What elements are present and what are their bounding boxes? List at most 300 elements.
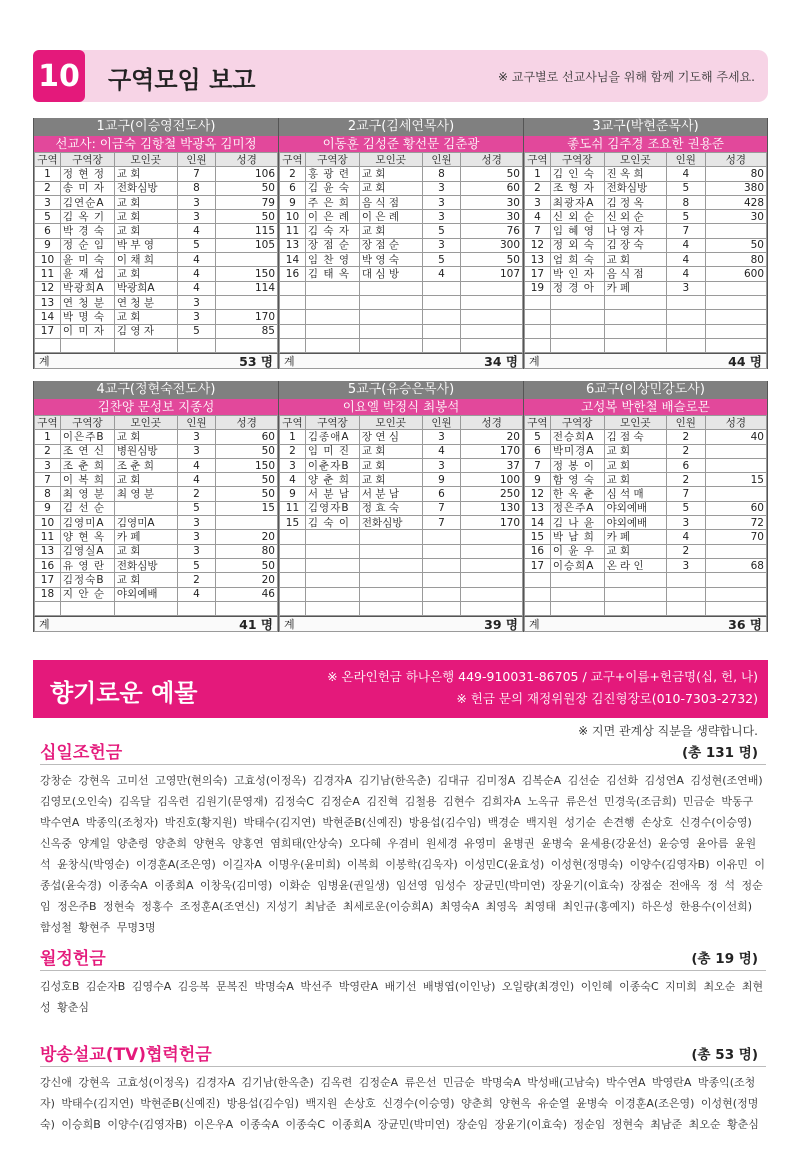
total-label: 계 (284, 618, 295, 632)
table-cell (216, 253, 278, 267)
total-label: 계 (284, 355, 295, 369)
district-missionaries: 이요엘 박정식 최봉석 (279, 399, 523, 415)
column-header: 구역장 (305, 153, 359, 167)
table-cell: 50 (461, 167, 523, 181)
table-cell: 13 (35, 295, 61, 309)
table-row (525, 530, 767, 544)
table-row (280, 458, 523, 472)
table-cell: 정 외 숙 (550, 238, 604, 252)
table-cell: 80 (216, 544, 278, 558)
table-cell: 5 (177, 558, 216, 572)
empty-cell (461, 324, 523, 338)
table-row (525, 444, 767, 458)
table-row (525, 167, 767, 181)
empty-cell (550, 324, 604, 338)
table-cell: 장 점 순 (359, 238, 422, 252)
district-missionaries: 선교사: 이금숙 김항철 박광옥 김미정 (34, 136, 278, 152)
table-row (35, 324, 278, 338)
column-header: 인원 (177, 416, 216, 430)
table-row (35, 587, 278, 601)
table-cell: 3 (177, 430, 216, 444)
table-row (35, 210, 278, 224)
table-cell: 이승희A (550, 558, 604, 572)
table-cell: 교 회 (604, 444, 666, 458)
table-cell: 7 (422, 501, 461, 515)
table-cell: 6 (666, 458, 705, 472)
district-total-row (524, 616, 767, 632)
table-cell (705, 281, 766, 295)
empty-cell (422, 324, 461, 338)
table-cell: 7 (666, 224, 705, 238)
table-cell: 17 (35, 573, 61, 587)
table-cell: 50 (705, 238, 766, 252)
table-cell: 야외예배 (604, 501, 666, 515)
table-cell: 6 (525, 444, 551, 458)
table-cell: 30 (461, 195, 523, 209)
table-cell: 김 태 옥 (305, 267, 359, 281)
table-cell: 이춘자B (305, 458, 359, 472)
table-cell: 카 페 (604, 530, 666, 544)
empty-cell (280, 310, 306, 324)
empty-cell (604, 324, 666, 338)
empty-cell (280, 573, 306, 587)
table-cell: 150 (216, 458, 278, 472)
table-cell: 106 (216, 167, 278, 181)
table-cell: 7 (525, 224, 551, 238)
table-cell: 김 나 윤 (550, 516, 604, 530)
table-cell: 20 (216, 573, 278, 587)
empty-cell (280, 544, 306, 558)
district-missionaries: 이동훈 김성준 황선문 김춘광 (279, 136, 523, 152)
column-header: 구역 (35, 416, 61, 430)
table-row (35, 181, 278, 195)
district-5-report (278, 381, 523, 632)
empty-cell (666, 587, 705, 601)
table-cell: 엄 희 숙 (550, 253, 604, 267)
table-row (35, 267, 278, 281)
table-row (280, 195, 523, 209)
empty-cell (422, 558, 461, 572)
empty-cell (305, 587, 359, 601)
table-cell: 1 (35, 430, 61, 444)
table-cell (705, 224, 766, 238)
table-cell: 나 영 자 (604, 224, 666, 238)
table-cell: 이 복 희 (60, 473, 114, 487)
column-header: 성경 (705, 153, 766, 167)
table-cell: 음 식 점 (359, 195, 422, 209)
table-cell: 4 (177, 224, 216, 238)
table-cell: 4 (666, 253, 705, 267)
table-cell: 조 형 자 (550, 181, 604, 195)
table-cell: 박 명 숙 (60, 310, 114, 324)
table-cell: 20 (216, 530, 278, 544)
table-cell: 13 (525, 501, 551, 515)
table-cell: 17 (35, 324, 61, 338)
empty-cell (216, 601, 278, 615)
table-cell: 13 (35, 544, 61, 558)
table-cell: 교 회 (359, 167, 422, 181)
table-cell: 4 (177, 267, 216, 281)
table-cell: 85 (216, 324, 278, 338)
empty-cell (422, 338, 461, 352)
table-cell (705, 458, 766, 472)
table-cell: 50 (216, 210, 278, 224)
empty-cell (305, 573, 359, 587)
table-cell: 6 (280, 181, 306, 195)
district-total-row (34, 616, 278, 632)
column-header: 구역장 (550, 153, 604, 167)
table-cell: 교 회 (114, 195, 177, 209)
table-cell: 김 숙 자 (305, 224, 359, 238)
table-cell: 정은주A (550, 501, 604, 515)
table-cell: 18 (35, 587, 61, 601)
broadcast-title: 방송설교(TV)협력헌금 (40, 1045, 212, 1065)
table-row (35, 601, 278, 615)
district-total: 39 명 (484, 617, 518, 633)
table-cell: 8 (666, 195, 705, 209)
table-cell: 최 영 분 (114, 487, 177, 501)
table-cell: 10 (35, 253, 61, 267)
table-cell: 5 (177, 238, 216, 252)
table-cell: 김연순A (60, 195, 114, 209)
empty-cell (216, 338, 278, 352)
table-cell: 이 채 희 (114, 253, 177, 267)
table-cell: 4 (177, 458, 216, 472)
table-row (280, 501, 523, 515)
table-cell: 김영미A (114, 516, 177, 530)
table-cell: 10 (280, 210, 306, 224)
empty-cell (550, 601, 604, 615)
table-cell: 2 (35, 444, 61, 458)
table-row (35, 238, 278, 252)
table-cell: 김 숙 이 (305, 516, 359, 530)
table-cell: 130 (461, 501, 523, 515)
table-cell: 12 (525, 238, 551, 252)
table-cell: 600 (705, 267, 766, 281)
district-4-report (33, 381, 278, 632)
table-cell: 박 영 숙 (359, 253, 422, 267)
table-cell: 2 (666, 473, 705, 487)
table-cell: 임 미 진 (305, 444, 359, 458)
offering-info (327, 666, 758, 710)
table-row (280, 487, 523, 501)
table-cell: 교 회 (604, 544, 666, 558)
table-row (525, 516, 767, 530)
district-title: 2교구(김세연목사) (279, 118, 523, 136)
district-3-report (523, 118, 768, 369)
table-cell: 온 라 인 (604, 558, 666, 572)
table-cell: 정 봉 이 (550, 458, 604, 472)
table-row (525, 430, 767, 444)
empty-cell (705, 338, 766, 352)
table-cell: 15 (280, 516, 306, 530)
table-row (280, 167, 523, 181)
table-cell: 14 (525, 516, 551, 530)
table-cell (705, 444, 766, 458)
table-cell: 1 (280, 430, 306, 444)
tithe-names: 강창순 강현옥 고미선 고영만(현의숙) 고효성(이정옥) 김경자A 김기남(한옥춘) 김대규 김미정A 김복순A 김선순 김선화 김성연A 김성현(조연배) 김영모(오인숙) 김옥달 김옥련 김원기(문영재) 김정숙C 김정순A 김진혁 김철용 김현수 김희자A 노옥규 류은선 민경욱(조금희) 민금순 박동구 박수연A 박종익(조청자) 박진호(황지원) 박태수(김지연) 박현준B(신예진) 방용섭(김수임) 백경순 백지원 성기순 손견행 손상호 신경수(이승영) 신옥중 양계일 양춘령 양춘희 양현옥 양홍연 염희태(안상숙) 오다혜 우겸비 원세경 유영미 윤병권 윤병숙 윤세용(강윤선) 윤승영 윤아름 윤원석 윤창식(박영순) 이경훈A(조은영) 이길자A 이명우(윤미희) 이복희 이봉학(김욱자) 이성민C(윤효성) 이성현(정명숙) 이양수(김영자B) 이유민 이종섭(윤숙경) 이종숙A 이종희A 이창욱(김미영) 이화순 임병윤(권일생) 임선영 임성수 장균민(박미연) 장윤기(이효숙) 장점순 전애옥 정 석 정순임 정은주B 정현숙 정홍수 조정훈A(조연신) 지성기 최남준 최세로운(이승희A) 최영숙A 최영옥 최영태 최인규(홍예지) 하은성 한용수(이선희) 함성철 황현주 무명3명 (40, 774, 765, 934)
empty-cell (604, 295, 666, 309)
prayer-note: ※ 교구별로 선교사님을 위해 함께 기도해 주세요. (497, 70, 755, 84)
table-cell: 150 (216, 267, 278, 281)
table-cell: 50 (216, 181, 278, 195)
table-cell: 김영실A (60, 544, 114, 558)
table-cell: 김 윤 숙 (305, 181, 359, 195)
table-cell: 5 (666, 210, 705, 224)
table-row (280, 210, 523, 224)
table-row (280, 324, 523, 338)
table-cell: 교 회 (359, 444, 422, 458)
table-header-row (525, 153, 767, 167)
column-header: 모인곳 (359, 153, 422, 167)
table-cell: 4 (177, 281, 216, 295)
table-cell: 병원심방 (114, 444, 177, 458)
table-row (35, 516, 278, 530)
table-cell: 100 (461, 473, 523, 487)
table-cell: 윤 미 숙 (60, 253, 114, 267)
table-cell: 50 (216, 444, 278, 458)
table-cell: 1 (525, 167, 551, 181)
table-cell: 4 (177, 253, 216, 267)
table-cell: 12 (35, 281, 61, 295)
empty-cell (666, 601, 705, 615)
empty-cell (705, 587, 766, 601)
table-cell: 4 (666, 238, 705, 252)
table-cell: 5 (177, 324, 216, 338)
empty-cell (666, 573, 705, 587)
table-row (280, 544, 523, 558)
table-cell: 11 (280, 501, 306, 515)
table-cell: 20 (461, 430, 523, 444)
empty-cell (177, 338, 216, 352)
table-cell: 4 (666, 167, 705, 181)
table-cell: 카 페 (114, 530, 177, 544)
table-cell: 2 (666, 430, 705, 444)
district-table (524, 152, 767, 353)
table-row (35, 167, 278, 181)
table-cell: 양 춘 희 (305, 473, 359, 487)
table-row (280, 295, 523, 309)
table-row (280, 181, 523, 195)
table-row (35, 224, 278, 238)
table-cell: 김정숙B (60, 573, 114, 587)
table-cell: 박 남 희 (550, 530, 604, 544)
table-cell: 교 회 (114, 167, 177, 181)
table-cell: 79 (216, 195, 278, 209)
empty-cell (604, 587, 666, 601)
empty-cell (461, 587, 523, 601)
empty-cell (705, 310, 766, 324)
empty-cell (525, 338, 551, 352)
table-row (525, 281, 767, 295)
table-row (280, 281, 523, 295)
table-row (280, 310, 523, 324)
empty-cell (359, 310, 422, 324)
table-cell: 홍 광 련 (305, 167, 359, 181)
table-cell: 16 (280, 267, 306, 281)
empty-cell (525, 310, 551, 324)
empty-cell (525, 587, 551, 601)
total-label: 계 (39, 355, 50, 369)
district-table (279, 415, 523, 616)
table-cell: 9 (35, 501, 61, 515)
table-cell: 3 (177, 295, 216, 309)
table-cell: 전화심방 (114, 558, 177, 572)
table-cell: 4 (422, 267, 461, 281)
table-cell: 7 (422, 516, 461, 530)
table-row (280, 473, 523, 487)
table-cell: 4 (666, 267, 705, 281)
table-row (35, 281, 278, 295)
district-table (524, 415, 767, 616)
column-header: 인원 (666, 416, 705, 430)
table-cell: 임 혜 영 (550, 224, 604, 238)
column-header: 모인곳 (604, 153, 666, 167)
table-cell: 교 회 (114, 210, 177, 224)
table-cell: 교 회 (114, 267, 177, 281)
table-cell: 박미경A (550, 444, 604, 458)
table-cell: 교 회 (114, 473, 177, 487)
table-cell: 170 (461, 444, 523, 458)
empty-cell (359, 295, 422, 309)
table-cell: 4 (177, 587, 216, 601)
column-header: 모인곳 (604, 416, 666, 430)
tithe-divider (40, 764, 766, 765)
table-row (280, 267, 523, 281)
empty-cell (177, 601, 216, 615)
district-1-report (33, 118, 278, 369)
district-total-row (524, 353, 767, 369)
table-cell: 5 (35, 210, 61, 224)
table-row (525, 324, 767, 338)
table-header-row (280, 416, 523, 430)
table-cell: 115 (216, 224, 278, 238)
table-row (525, 238, 767, 252)
table-cell: 13 (280, 238, 306, 252)
table-cell: 교 회 (114, 224, 177, 238)
table-cell: 50 (216, 487, 278, 501)
column-header: 모인곳 (114, 153, 177, 167)
table-cell: 8 (177, 181, 216, 195)
column-header: 구역장 (550, 416, 604, 430)
table-row (280, 601, 523, 615)
empty-cell (461, 558, 523, 572)
empty-cell (461, 601, 523, 615)
district-table (34, 415, 278, 616)
table-cell: 3 (177, 310, 216, 324)
empty-cell (280, 324, 306, 338)
table-cell: 장 점 순 (305, 238, 359, 252)
table-cell: 7 (177, 167, 216, 181)
empty-cell (305, 544, 359, 558)
table-row (35, 558, 278, 572)
table-row (280, 238, 523, 252)
table-header-row (280, 153, 523, 167)
table-cell: 3 (177, 544, 216, 558)
column-header: 구역장 (60, 416, 114, 430)
table-cell: 3 (422, 195, 461, 209)
table-header-row (525, 416, 767, 430)
column-header: 구역 (525, 153, 551, 167)
empty-cell (359, 587, 422, 601)
table-row (35, 338, 278, 352)
total-label: 계 (529, 618, 540, 632)
table-cell: 300 (461, 238, 523, 252)
table-row (35, 530, 278, 544)
table-cell: 신 외 순 (604, 210, 666, 224)
table-cell: 박 부 영 (114, 238, 177, 252)
table-cell: 김영미A (60, 516, 114, 530)
empty-cell (525, 324, 551, 338)
empty-cell (422, 310, 461, 324)
table-cell: 5 (666, 181, 705, 195)
empty-cell (280, 530, 306, 544)
table-header-row (35, 153, 278, 167)
table-cell: 전승희A (550, 430, 604, 444)
table-cell: 연 청 분 (114, 295, 177, 309)
table-cell: 9 (280, 487, 306, 501)
empty-cell (461, 338, 523, 352)
empty-cell (359, 281, 422, 295)
table-cell: 76 (461, 224, 523, 238)
table-cell (216, 295, 278, 309)
table-cell: 50 (461, 253, 523, 267)
table-row (525, 473, 767, 487)
empty-cell (705, 601, 766, 615)
table-cell: 3 (422, 430, 461, 444)
empty-cell (305, 324, 359, 338)
table-cell: 교 회 (114, 544, 177, 558)
table-cell: 조 연 신 (60, 444, 114, 458)
district-title: 5교구(유승은목사) (279, 381, 523, 399)
table-cell: 11 (35, 267, 61, 281)
column-header: 성경 (461, 153, 523, 167)
empty-cell (422, 295, 461, 309)
table-cell: 음 식 점 (604, 267, 666, 281)
table-cell: 박광희A (60, 281, 114, 295)
offering-title: 향기로운 예물 (50, 678, 198, 707)
table-cell: 김 인 숙 (550, 167, 604, 181)
table-cell: 170 (461, 516, 523, 530)
empty-cell (305, 281, 359, 295)
district-2-report (278, 118, 523, 369)
table-cell: 2 (177, 573, 216, 587)
monthly-count: (총 19 명) (691, 951, 758, 967)
empty-cell (280, 281, 306, 295)
table-cell: 신 외 순 (550, 210, 604, 224)
table-cell: 80 (705, 167, 766, 181)
table-row (35, 430, 278, 444)
table-cell: 전화심방 (114, 181, 177, 195)
page-title: 구역모임 보고 (108, 65, 256, 94)
empty-cell (550, 295, 604, 309)
empty-cell (359, 601, 422, 615)
table-cell: 진 옥 희 (604, 167, 666, 181)
table-cell: 조 춘 희 (60, 458, 114, 472)
table-cell: 60 (461, 181, 523, 195)
table-cell: 조 춘 희 (114, 458, 177, 472)
table-cell (216, 516, 278, 530)
table-cell: 50 (216, 558, 278, 572)
empty-cell (35, 338, 61, 352)
table-row (280, 444, 523, 458)
table-cell: 1 (35, 167, 61, 181)
district-total: 53 명 (239, 354, 273, 370)
empty-cell (280, 338, 306, 352)
empty-cell (666, 295, 705, 309)
table-cell: 김종애A (305, 430, 359, 444)
empty-cell (461, 295, 523, 309)
